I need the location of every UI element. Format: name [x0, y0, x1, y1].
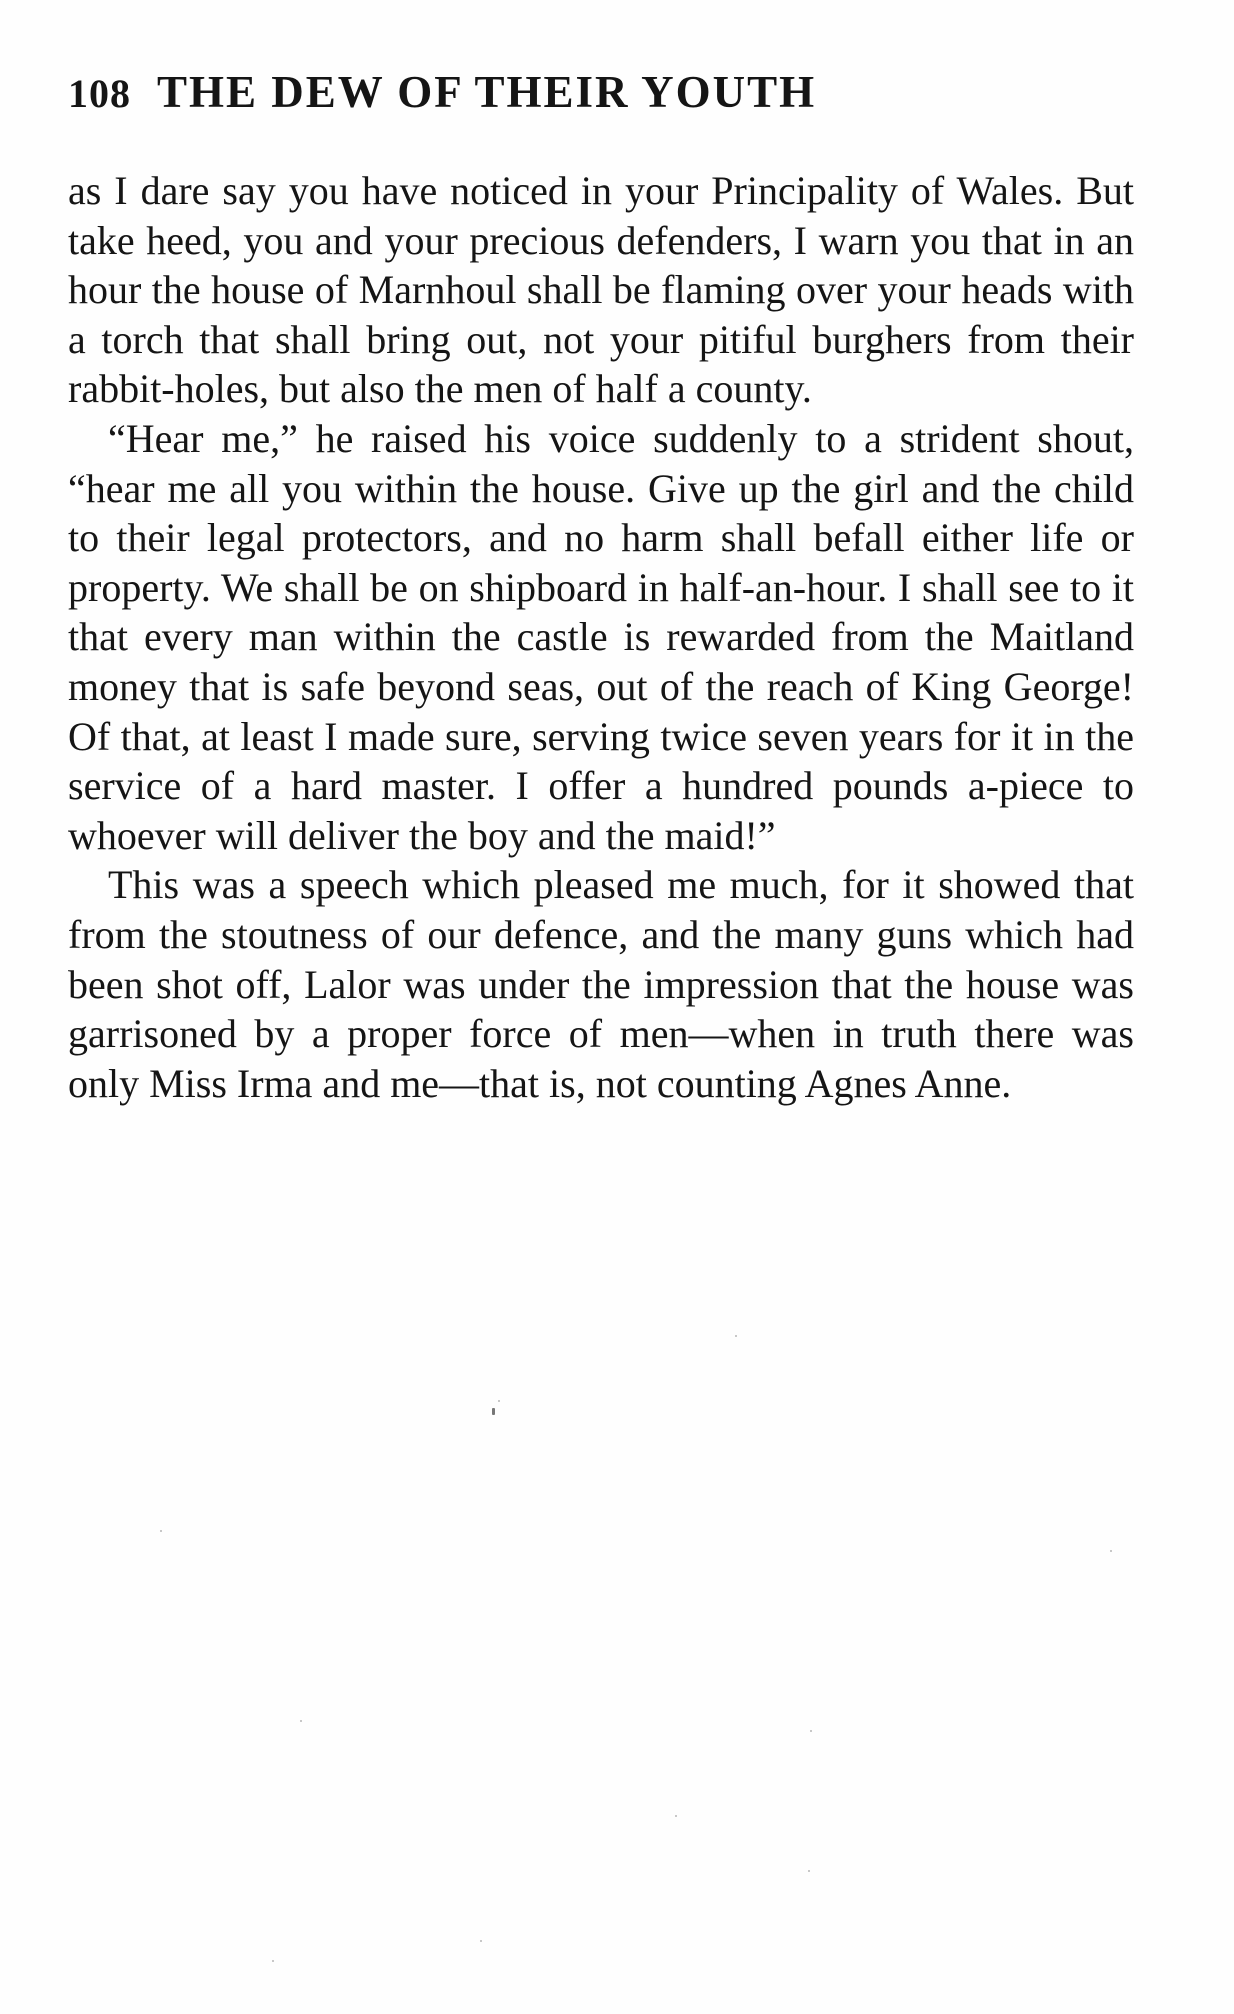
page-speck	[810, 1730, 812, 1732]
body-text	[68, 166, 1134, 1108]
paragraph-continued: as I dare say you have noticed in your Principality of Wales. But take heed, you and your precious defenders, I warn you that in an hour the house of Marnhoul shall be flaming over your heads with a torch that shall bring out, not your pitiful burghers from their rabbit-holes, but also the men of half a county.	[68, 168, 1134, 412]
running-title: THE DEW OF THEIR YOUTH	[157, 67, 817, 117]
page-speck	[498, 1400, 500, 1402]
page-speck	[808, 1870, 810, 1872]
paragraph-narration: This was a speech which pleased me much, for it showed that from the stoutness of our defence, and the many guns which had been shot off, Lalor was under the impression that the house was garrisoned by a proper force of men—when in truth there was only Miss Irma and me—that is, not counting Agnes Anne.	[68, 862, 1134, 1106]
page-speck	[272, 1960, 274, 1962]
page-speck	[492, 1408, 495, 1415]
page-speck	[300, 1720, 302, 1722]
page-speck	[480, 1940, 482, 1942]
page-speck	[1110, 1550, 1112, 1552]
page-speck	[160, 1530, 162, 1532]
page-number: 108	[68, 71, 131, 116]
page-speck	[675, 1815, 677, 1817]
paragraph-speech: “Hear me,” he raised his voice suddenly to a strident shout, “hear me all you within the house. Give up the girl and the child to their legal protectors, and no harm shall befall either life or property. We shall be on shipboard in half-an-hour. I shall see to it that every man within the castle is rewarded from the Maitland money that is safe beyond seas, out of the reach of King George! Of that, at least I made sure, serving twice seven years for it in the service of a hard master. I offer a hundred pounds a-piece to whoever will deliver the boy and the maid!”	[68, 415, 1134, 858]
running-head	[68, 62, 1148, 122]
page-speck	[735, 1335, 737, 1337]
